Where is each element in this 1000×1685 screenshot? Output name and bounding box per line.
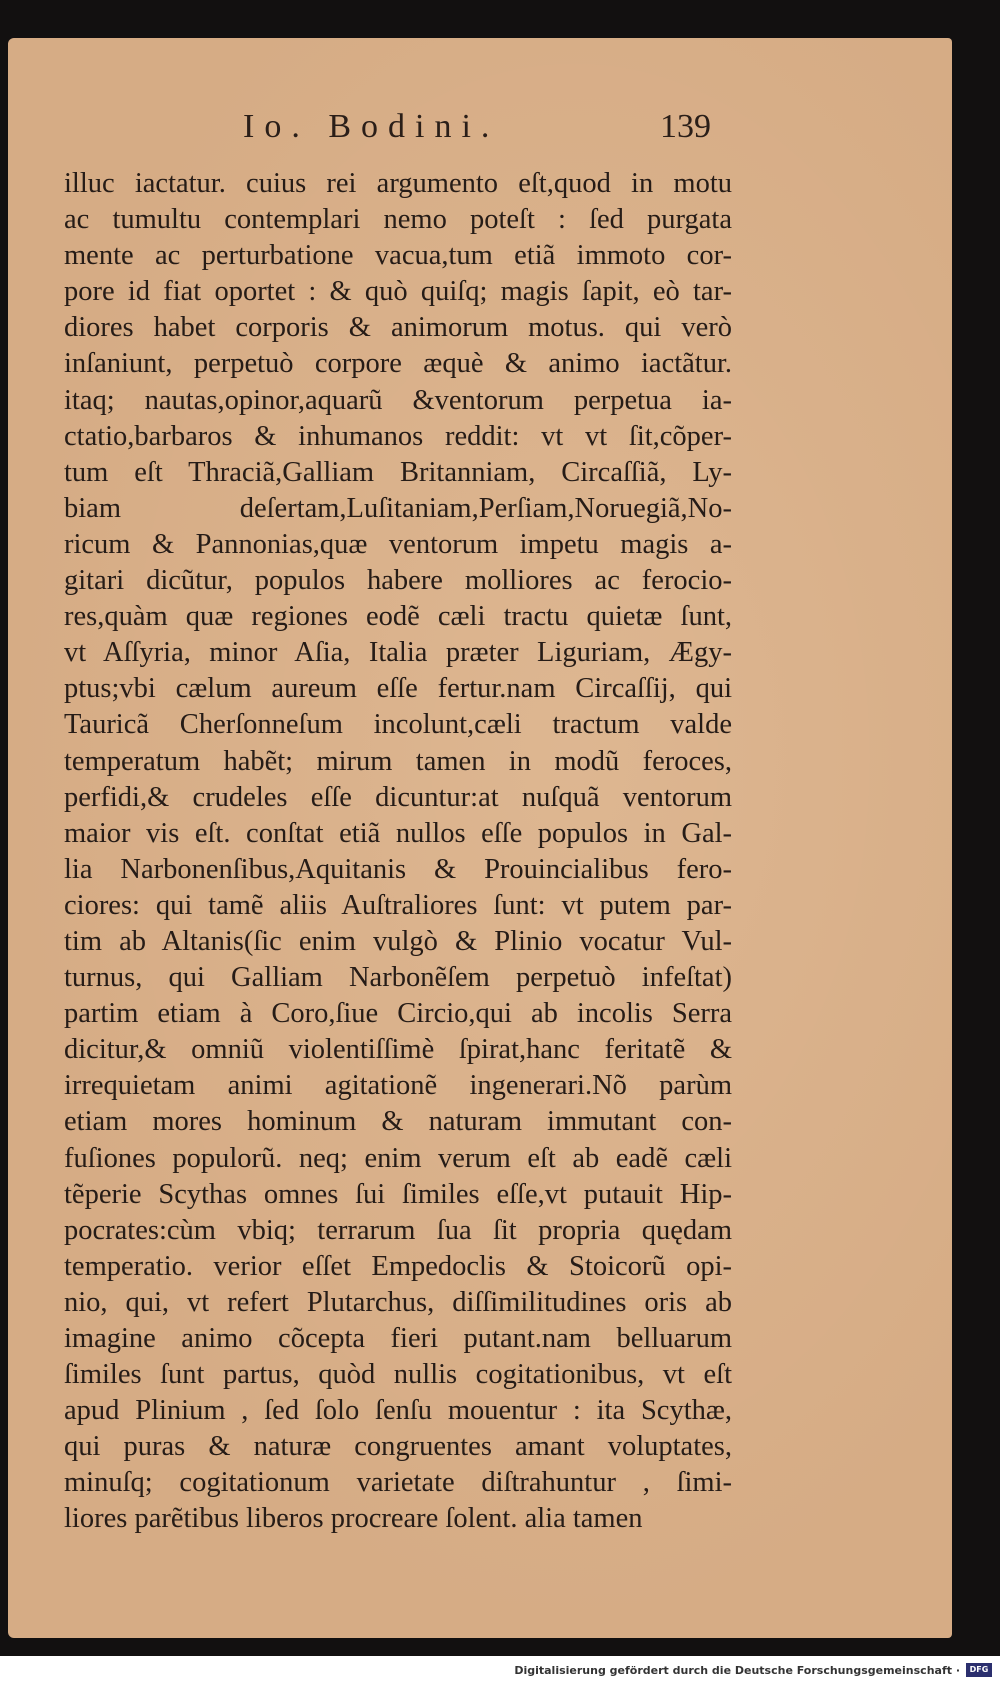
text-line: biam deſertam,Luſitaniam,Perſiam,Noruegiã,No- (64, 492, 732, 524)
text-line: inſaniunt, perpetuò corpore æquè & animo iactãtur. (64, 348, 732, 380)
text-line: lia Narbonenſibus,Aquitanis & Prouincialibus fero- (64, 853, 732, 885)
page-header (8, 108, 952, 158)
text-line: ciores: qui tamẽ aliis Auſtraliores ſunt: vt putem par- (64, 889, 732, 921)
text-line: irrequietam animi agitationẽ ingenerari.Nõ parùm (64, 1070, 732, 1102)
footer-credit: Digitalisierung gefördert durch die Deutsche Forschungsgemeinschaft · (514, 1664, 960, 1677)
text-line: tim ab Altanis(ſic enim vulgò & Plinio vocatur Vul- (64, 925, 732, 957)
body-text (64, 166, 732, 1535)
text-line: illuc iactatur. cuius rei argumento eſt,quod in motu (64, 168, 732, 199)
text-line: temperatio. verior eſſet Empedoclis & Stoicorũ opi- (64, 1250, 732, 1282)
text-line: ac tumultu contemplari nemo poteſt : ſed purgata (64, 204, 732, 236)
text-line: itaq; nautas,opinor,aquarũ &ventorum perpetua ia- (64, 384, 732, 416)
running-head: Io. Bodini. (243, 108, 500, 145)
digitization-footer (0, 1658, 1000, 1685)
text-line: tẽperie Scythas omnes ſui ſimiles eſſe,vt putauit Hip- (64, 1178, 732, 1210)
text-line: pocrates:cùm vbiq; terrarum ſua ſit propria quędam (64, 1214, 732, 1246)
text-line: temperatum habẽt; mirum tamen in modũ feroces, (64, 745, 732, 777)
text-line: dicitur,& omniũ violentiſſimè ſpirat,hanc feritatẽ & (64, 1034, 732, 1066)
text-line: turnus, qui Galliam Narbonẽſem perpetuò infeſtat) (64, 962, 732, 994)
text-line: res,quàm quæ regiones eodẽ cæli tractu quietæ ſunt, (64, 601, 732, 633)
text-line: perfidi,& crudeles eſſe dicuntur:at nuſquã ventorum (64, 781, 732, 813)
dfg-logo: DFG (966, 1663, 992, 1677)
text-line: mente ac perturbatione vacua,tum etiã immoto cor- (64, 240, 732, 272)
text-line: qui puras & naturæ congruentes amant voluptates, (64, 1431, 732, 1463)
text-line: pore id fiat oportet : & quò quiſq; magis ſapit, eò tar- (64, 276, 732, 308)
text-line: tum eſt Thraciã,Galliam Britanniam, Circaſſiã, Ly- (64, 456, 732, 488)
text-line: gitari dicũtur, populos habere molliores ac ferocio- (64, 565, 732, 597)
text-line: maior vis eſt. conſtat etiã nullos eſſe populos in Gal- (64, 817, 732, 849)
text-line: Tauricã Cherſonneſum incolunt,cæli tractum valde (64, 709, 732, 741)
text-line: vt Aſſyria, minor Aſia, Italia præter Liguriam, Ægy- (64, 637, 732, 669)
text-line: ptus;vbi cælum aureum eſſe fertur.nam Circaſſij, qui (64, 673, 732, 705)
text-line: liores parẽtibus liberos procreare ſolent. alia tamen (64, 1503, 643, 1535)
text-line: minuſq; cogitationum varietate diſtrahuntur , ſimi- (64, 1467, 732, 1499)
text-line: diores habet corporis & animorum motus. qui verò (64, 312, 732, 344)
text-line: ctatio,barbaros & inhumanos reddit: vt vt ſit,cõper- (64, 420, 732, 452)
text-line: fuſiones populorũ. neq; enim verum eſt ab eadẽ cæli (64, 1142, 732, 1174)
text-line: etiam mores hominum & naturam immutant con- (64, 1106, 732, 1138)
text-line: ſimiles ſunt partus, quòd nullis cogitationibus, vt eſt (64, 1359, 732, 1391)
page-number: 139 (660, 108, 711, 145)
text-line: partim etiam à Coro,ſiue Circio,qui ab incolis Serra (64, 998, 732, 1030)
book-page (8, 38, 952, 1638)
text-line: ricum & Pannonias,quæ ventorum impetu magis a- (64, 528, 732, 560)
text-line: apud Plinium , ſed ſolo ſenſu mouentur : ita Scythæ, (64, 1395, 732, 1427)
text-line: nio, qui, vt refert Plutarchus, diſſimilitudines oris ab (64, 1286, 732, 1318)
text-line: imagine animo cõcepta fieri putant.nam belluarum (64, 1323, 732, 1354)
